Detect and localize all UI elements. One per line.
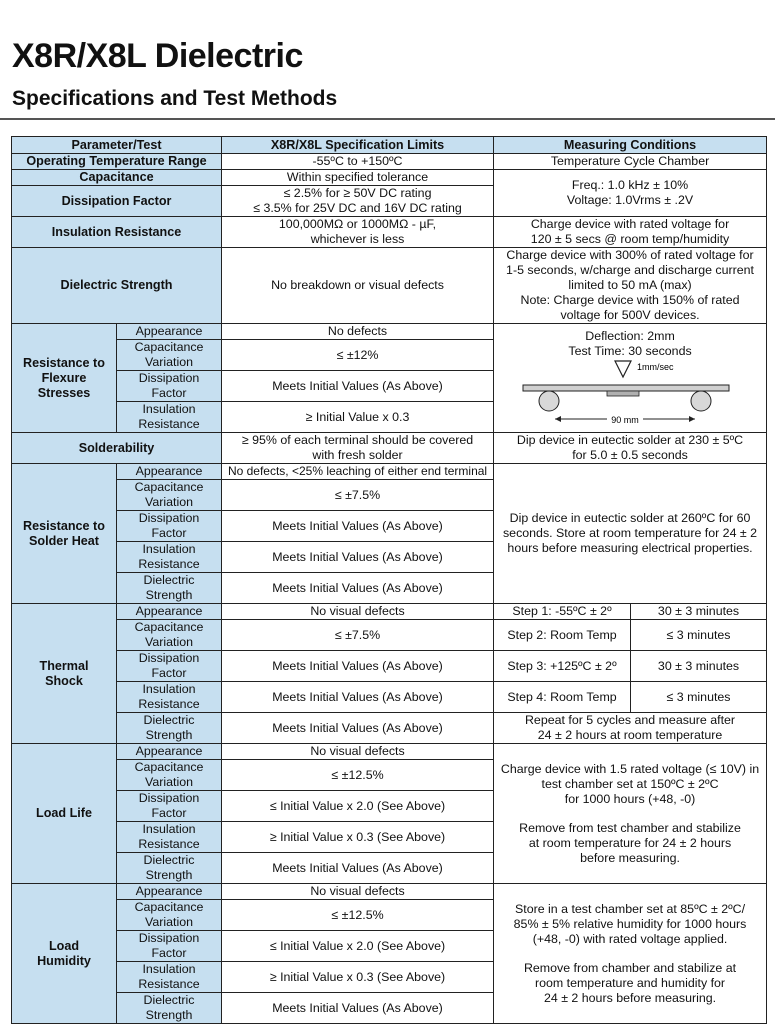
param-insulation: Insulation Resistance: [12, 217, 222, 248]
cond-ll-line5: at room temperature for 24 ± 2 hours: [528, 835, 732, 850]
cond-cap-df-line1: Freq.: 1.0 kHz ± 10%: [571, 178, 689, 192]
ll-df-val: ≤ Initial Value x 2.0 (See Above): [222, 791, 494, 822]
sub-cap-line2: Variation: [145, 635, 193, 649]
sub-insulation: [117, 402, 222, 433]
limit-dielectric: No breakdown or visual defects: [222, 248, 494, 324]
lh-df-val: ≤ Initial Value x 2.0 (See Above): [222, 931, 494, 962]
lh-ir-val: ≥ Initial Value x 0.3 (See Above): [222, 962, 494, 993]
sh-cap-val: ≤ ±7.5%: [222, 480, 494, 511]
sub-ir-line1: Insulation: [142, 402, 196, 416]
cond-solder-heat-line3: hours before measuring electrical properties.: [507, 541, 753, 555]
sub-df-line2: Factor: [151, 946, 187, 960]
group-solder-heat: [12, 464, 117, 604]
cond-dielectric-line1: Charge device with 300% of rated voltage for: [506, 248, 754, 262]
sub-appearance: Appearance: [117, 324, 222, 340]
capacitor-chip: [607, 391, 639, 396]
sub-dissipation: [117, 791, 222, 822]
sub-appearance: Appearance: [117, 604, 222, 620]
sub-ds-line2: Strength: [145, 728, 193, 742]
ts-df-val: Meets Initial Values (As Above): [222, 651, 494, 682]
table-row: [12, 464, 767, 480]
sub-ds-line1: Dielectric: [143, 573, 195, 587]
sub-cap-line1: Capacitance: [134, 900, 204, 914]
ts-step-2: Step 2: Room Temp: [494, 620, 631, 651]
cond-lh-line2: 85% ± 5% relative humidity for 1000 hours: [513, 916, 747, 931]
sub-ir-line2: Resistance: [138, 837, 200, 851]
sub-insulation: [117, 822, 222, 853]
cond-ll-line3: for 1000 hours (+48, -0): [564, 791, 696, 806]
limit-solderability-line1: ≥ 95% of each terminal should be covered: [241, 433, 474, 447]
param-op-temp: Operating Temperature Range: [12, 154, 222, 170]
param-capacitance: Capacitance: [12, 170, 222, 186]
title-rule: [0, 118, 775, 120]
table-row: [12, 217, 767, 248]
cond-insulation-line2: 120 ± 5 secs @ room temp/humidity: [530, 232, 730, 246]
col-header-limits: X8R/X8L Specification Limits: [222, 137, 494, 154]
table-row: [12, 713, 767, 744]
cond-dielectric-line5: voltage for 500V devices.: [560, 308, 700, 322]
sub-appearance: Appearance: [117, 464, 222, 480]
sh-appearance-val: No defects, <25% leaching of either end terminal: [222, 464, 494, 480]
sub-ir-line1: Insulation: [142, 962, 196, 976]
cond-insulation-line1: Charge device with rated voltage for: [530, 217, 730, 231]
sub-dissipation: [117, 371, 222, 402]
sub-cap-line1: Capacitance: [134, 620, 204, 634]
group-solder-heat-line2: Solder Heat: [29, 533, 99, 548]
cond-ll-line6: before measuring.: [580, 850, 680, 865]
sub-dissipation: [117, 931, 222, 962]
sub-ir-line2: Resistance: [138, 557, 200, 571]
table-row: [12, 884, 767, 900]
limit-insulation: [222, 217, 494, 248]
span-arrow-left-icon: [555, 416, 561, 422]
limit-dissipation-line1: ≤ 2.5% for ≥ 50V DC rating: [283, 186, 432, 200]
cond-solder-heat: [494, 464, 767, 604]
cond-dielectric-line2: 1-5 seconds, w/charge and discharge current: [506, 263, 754, 277]
sub-dissipation: [117, 651, 222, 682]
param-dielectric: Dielectric Strength: [12, 248, 222, 324]
cond-insulation: [494, 217, 767, 248]
ts-repeat-line2: 24 ± 2 hours at room temperature: [537, 728, 723, 742]
limit-dissipation-line2: ≤ 3.5% for 25V DC and 16V DC rating: [253, 201, 462, 215]
page-title: X8R/X8L Dielectric: [12, 37, 303, 75]
limit-insulation-line2: whichever is less: [310, 232, 405, 246]
col-header-conditions: Measuring Conditions: [494, 137, 767, 154]
ts-step-3: Step 3: +125ºC ± 2º: [494, 651, 631, 682]
cond-ll-line1: Charge device with 1.5 rated voltage (≤ 10V) in: [500, 761, 760, 776]
group-lh-line1: Load: [48, 938, 80, 953]
cond-cap-df-line2: Voltage: 1.0Vrms ± .2V: [566, 193, 694, 207]
table-row: [12, 620, 767, 651]
cond-ll-line4: Remove from test chamber and stabilize: [519, 820, 741, 835]
sub-cap-line2: Variation: [145, 355, 193, 369]
lh-ds-val: Meets Initial Values (As Above): [222, 993, 494, 1024]
cond-flexure: [494, 324, 767, 433]
test-board: [523, 385, 729, 391]
group-flexure-line3: Stresses: [37, 385, 91, 400]
cond-lh-line4: Remove from chamber and stabilize at: [523, 960, 737, 975]
sub-df-line1: Dissipation: [138, 931, 200, 945]
group-load-life: Load Life: [12, 744, 117, 884]
table-row: [12, 433, 767, 464]
ts-time-3: 30 ± 3 minutes: [631, 651, 767, 682]
sub-cap-variation: [117, 620, 222, 651]
lh-appearance-val: No visual defects: [222, 884, 494, 900]
sub-cap-line2: Variation: [145, 775, 193, 789]
limit-dissipation: [222, 186, 494, 217]
group-flexure-line2: Flexure: [41, 370, 87, 385]
table-row: [12, 170, 767, 186]
press-arrow-icon: [615, 361, 631, 377]
sub-appearance: Appearance: [117, 884, 222, 900]
table-row: [12, 154, 767, 170]
sub-cap-variation: [117, 900, 222, 931]
sub-cap-line2: Variation: [145, 915, 193, 929]
cond-lh-line5: room temperature and humidity for: [534, 975, 726, 990]
sub-df-line1: Dissipation: [138, 371, 200, 385]
sub-df-line2: Factor: [151, 666, 187, 680]
table-row: [12, 604, 767, 620]
sub-dissipation: [117, 511, 222, 542]
sub-ir-line2: Resistance: [138, 417, 200, 431]
sub-ds-line2: Strength: [145, 1008, 193, 1022]
speed-label: 1mm/sec: [637, 361, 674, 372]
sub-ir-line1: Insulation: [142, 542, 196, 556]
flexure-test-diagram: [515, 359, 745, 429]
table-row: [12, 651, 767, 682]
group-solder-heat-line1: Resistance to: [23, 518, 105, 533]
lh-cap-val: ≤ ±12.5%: [222, 900, 494, 931]
table-header-row: [12, 137, 767, 154]
sub-ds-line1: Dielectric: [143, 993, 195, 1007]
cond-flexure-line1: Deflection: 2mm: [585, 328, 675, 343]
limit-solderability: [222, 433, 494, 464]
cond-lh-line6: 24 ± 2 hours before measuring.: [543, 990, 717, 1005]
cond-solder-heat-line1: Dip device in eutectic solder at 260ºC for 60: [509, 511, 751, 525]
table-row: [12, 324, 767, 340]
param-solderability: Solderability: [12, 433, 222, 464]
group-thermal-line2: Shock: [45, 673, 83, 688]
support-roller-right: [691, 391, 711, 411]
spec-table: [11, 136, 767, 1024]
sub-ds-line1: Dielectric: [143, 853, 195, 867]
cond-lh-line3: (+48, -0) with rated voltage applied.: [532, 931, 728, 946]
sub-dielectric: [117, 573, 222, 604]
limit-capacitance: Within specified tolerance: [222, 170, 494, 186]
sub-ir-line2: Resistance: [138, 977, 200, 991]
ll-cap-val: ≤ ±12.5%: [222, 760, 494, 791]
support-roller-left: [539, 391, 559, 411]
flex-appearance-val: No defects: [222, 324, 494, 340]
span-label: 90 mm: [611, 414, 639, 425]
sub-insulation: [117, 542, 222, 573]
cond-solder-heat-line2: seconds. Store at room temperature for 24 ± 2: [502, 526, 758, 540]
sub-ir-line1: Insulation: [142, 822, 196, 836]
sub-df-line1: Dissipation: [138, 791, 200, 805]
ll-appearance-val: No visual defects: [222, 744, 494, 760]
ts-cap-val: ≤ ±7.5%: [222, 620, 494, 651]
sub-df-line2: Factor: [151, 806, 187, 820]
cond-ll-line2: test chamber set at 150ºC ± 2ºC: [541, 776, 719, 791]
flex-ir-val: ≥ Initial Value x 0.3: [222, 402, 494, 433]
group-lh-line2: Humidity: [37, 953, 91, 968]
sub-insulation: [117, 962, 222, 993]
cond-solderability-line1: Dip device in eutectic solder at 230 ± 5ºC: [516, 433, 744, 447]
ts-step-4: Step 4: Room Temp: [494, 682, 631, 713]
limit-op-temp: -55ºC to +150ºC: [222, 154, 494, 170]
limit-insulation-line1: 100,000MΩ or 1000MΩ - µF,: [278, 217, 437, 231]
sub-cap-line1: Capacitance: [134, 340, 204, 354]
sub-df-line2: Factor: [151, 526, 187, 540]
group-thermal-line1: Thermal: [39, 658, 89, 673]
sh-ds-val: Meets Initial Values (As Above): [222, 573, 494, 604]
ts-time-2: ≤ 3 minutes: [631, 620, 767, 651]
sub-ir-line2: Resistance: [138, 697, 200, 711]
sub-cap-variation: [117, 760, 222, 791]
sh-df-val: Meets Initial Values (As Above): [222, 511, 494, 542]
cond-lh-line1: Store in a test chamber set at 85ºC ± 2ºC/: [515, 901, 746, 916]
sub-df-line2: Factor: [151, 386, 187, 400]
limit-solderability-line2: with fresh solder: [312, 448, 403, 462]
param-dissipation: Dissipation Factor: [12, 186, 222, 217]
ts-ir-val: Meets Initial Values (As Above): [222, 682, 494, 713]
ts-ds-val: Meets Initial Values (As Above): [222, 713, 494, 744]
cond-dielectric: [494, 248, 767, 324]
sub-dielectric: [117, 713, 222, 744]
flex-df-val: Meets Initial Values (As Above): [222, 371, 494, 402]
sub-ds-line1: Dielectric: [143, 713, 195, 727]
group-flexure: [12, 324, 117, 433]
span-arrow-right-icon: [689, 416, 695, 422]
table-row: [12, 248, 767, 324]
ts-time-1: 30 ± 3 minutes: [631, 604, 767, 620]
sub-appearance: Appearance: [117, 744, 222, 760]
sub-df-line1: Dissipation: [138, 651, 200, 665]
sub-cap-variation: [117, 340, 222, 371]
sub-ds-line2: Strength: [145, 868, 193, 882]
sub-df-line1: Dissipation: [138, 511, 200, 525]
sh-ir-val: Meets Initial Values (As Above): [222, 542, 494, 573]
group-thermal-shock: [12, 604, 117, 744]
cond-load-humidity: [494, 884, 767, 1024]
sub-cap-line2: Variation: [145, 495, 193, 509]
cond-dielectric-line4: Note: Charge device with 150% of rated: [520, 293, 740, 307]
cond-solderability: [494, 433, 767, 464]
cond-flexure-line2: Test Time: 30 seconds: [568, 343, 692, 358]
table-row: [12, 682, 767, 713]
ts-repeat: [494, 713, 767, 744]
cond-cap-df: [494, 170, 767, 217]
sub-ds-line2: Strength: [145, 588, 193, 602]
sub-cap-line1: Capacitance: [134, 760, 204, 774]
cond-dielectric-line3: limited to 50 mA (max): [568, 278, 692, 292]
ll-ir-val: ≥ Initial Value x 0.3 (See Above): [222, 822, 494, 853]
sub-cap-variation: [117, 480, 222, 511]
ts-appearance-val: No visual defects: [222, 604, 494, 620]
col-header-param: Parameter/Test: [12, 137, 222, 154]
sub-ir-line1: Insulation: [142, 682, 196, 696]
cond-solderability-line2: for 5.0 ± 0.5 seconds: [572, 448, 688, 462]
sub-dielectric: [117, 993, 222, 1024]
page-subtitle: Specifications and Test Methods: [12, 87, 338, 110]
ts-step-1: Step 1: -55ºC ± 2º: [494, 604, 631, 620]
table-row: [12, 744, 767, 760]
ts-repeat-line1: Repeat for 5 cycles and measure after: [524, 713, 736, 727]
sub-dielectric: [117, 853, 222, 884]
ll-ds-val: Meets Initial Values (As Above): [222, 853, 494, 884]
group-flexure-line1: Resistance to: [23, 355, 105, 370]
ts-time-4: ≤ 3 minutes: [631, 682, 767, 713]
sub-cap-line1: Capacitance: [134, 480, 204, 494]
cond-load-life: [494, 744, 767, 884]
group-load-humidity: [12, 884, 117, 1024]
flex-cap-val: ≤ ±12%: [222, 340, 494, 371]
sub-insulation: [117, 682, 222, 713]
cond-op-temp: Temperature Cycle Chamber: [494, 154, 767, 170]
